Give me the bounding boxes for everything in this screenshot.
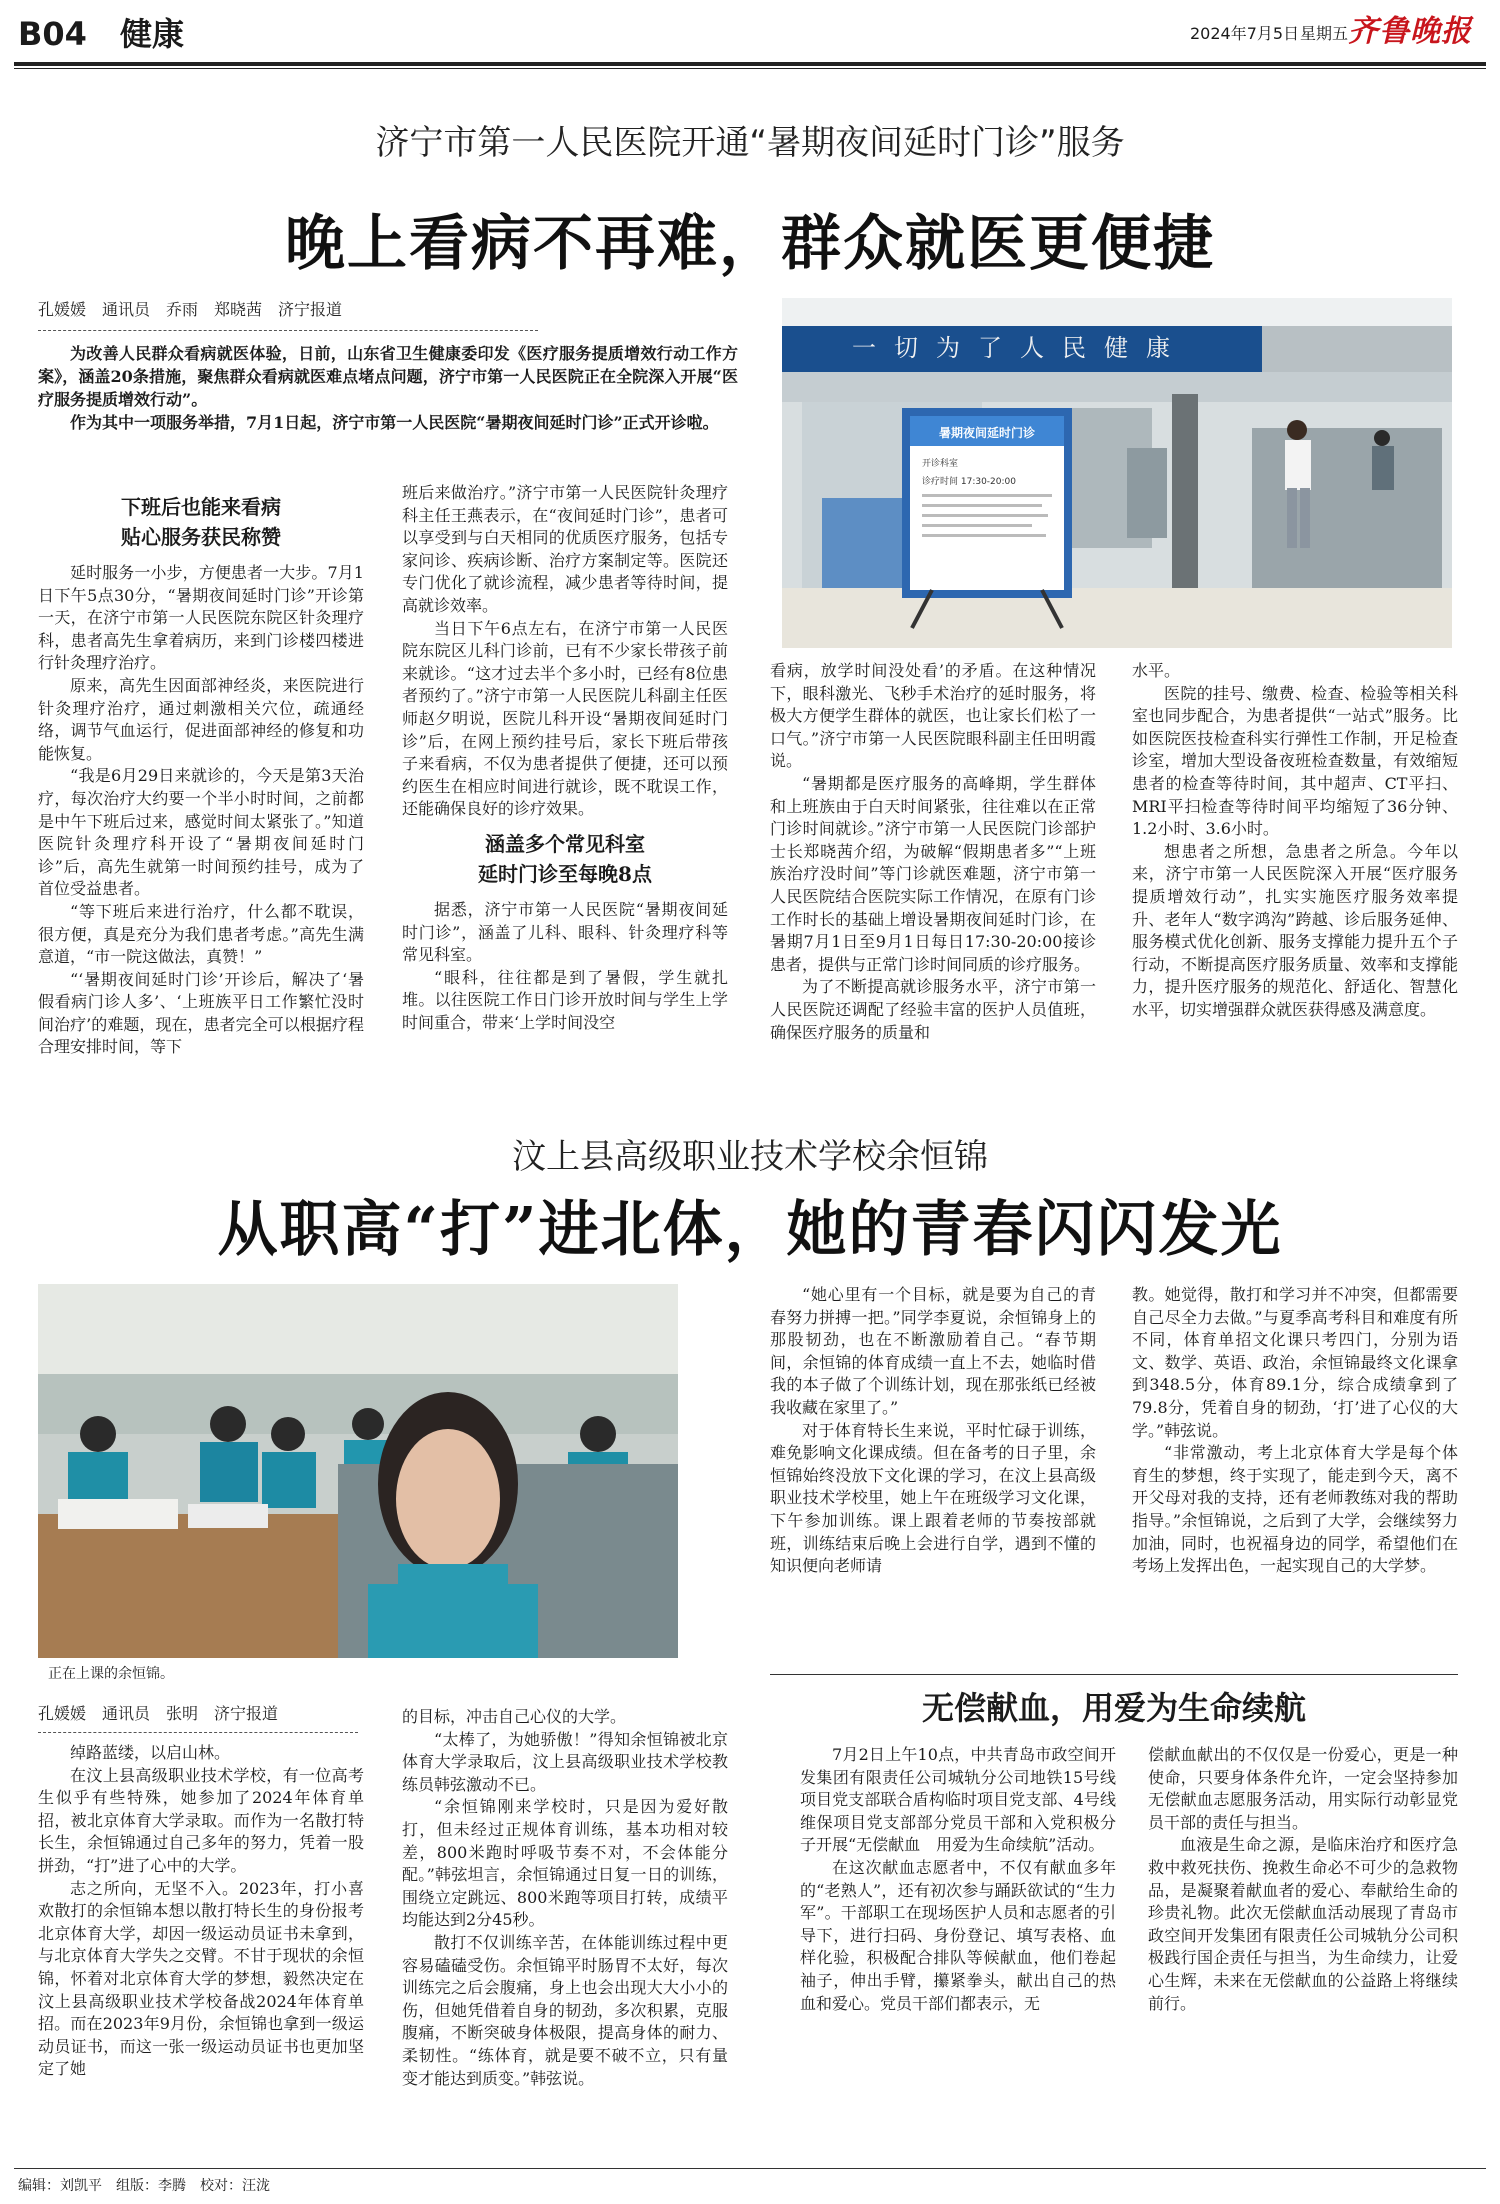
paragraph: “眼科，往往都是到了暑假，学生就扎堆。以往医院工作日门诊开放时间与学生上学时间重合，带来‘上学时间没空 bbox=[402, 967, 728, 1032]
subheading bbox=[38, 492, 364, 552]
footer-rule bbox=[14, 2168, 1486, 2169]
paragraph: 想患者之所想，急患者之所急。今年以来，济宁市第一人民医院深入开展“医疗服务提质增效行动”，扎实实施医疗服务效率提升、老年人“数字鸿沟”跨越、诊后服务延伸、服务模式优化创新、服务支撑能力提升五个子行动，不断提高医疗服务质量、效率和支撑能力，提升医疗服务的规范化、舒适化、智慧化水平，切实增强群众就医获得感及满意度。 bbox=[1132, 841, 1458, 1019]
paragraph: “余恒锦刚来学校时，只是因为爱好散打，但未经过正规体育训练，基本功相对较差，800米跑时呼吸节奏不对，不会体能分配。”韩弦坦言，余恒锦通过日复一日的训练，围绕立定跳远、800米跑等项目打转，成绩平均能达到2分45秒。 bbox=[402, 1797, 728, 1930]
page-code: B04 bbox=[18, 15, 87, 53]
article2-byline: 孔媛媛 通讯员 张明 济宁报道 bbox=[38, 1704, 279, 1723]
subheading-line: 延时门诊至每晚8点 bbox=[478, 861, 652, 886]
paragraph: 7月2日上午10点，中共青岛市政空间开发集团有限责任公司城轨分公司地铁15号线项目党支部联合盾构临时项目党支部、4号线维保项目党支部部分党员干部和入党积极分子开展“无偿献血 用爱为生命续航”活动。 bbox=[800, 1745, 1116, 1855]
sign-line: 诊疗时间 17:30-20:00 bbox=[922, 477, 1016, 487]
article3-column-2 bbox=[1148, 1744, 1458, 2156]
header-rule bbox=[14, 62, 1486, 66]
paragraph: 原来，高先生因面部神经炎，来医院进行针灸理疗治疗，通过刺激相关穴位，疏通经络，调节气血运行，促进面部神经的修复和功能恢复。 bbox=[38, 675, 364, 763]
article2-right-column-2 bbox=[1132, 1284, 1458, 1654]
paragraph: “等下班后来进行治疗，什么都不耽误，很方便，真是充分为我们患者考虑。”高先生满意道，“市一院这做法，真赞！” bbox=[38, 901, 364, 967]
paragraph: “她心里有一个目标，就是要为自己的青春努力拼搏一把。”同学李夏说，余恒锦身上的那股韧劲，也在不断激励着自己。“春节期间，余恒锦的体育成绩一直上不去，她临时借我的本子做了个训练计划，现在那张纸已经被我收藏在家里了。” bbox=[770, 1285, 1096, 1417]
paragraph: 教。她觉得，散打和学习并不冲突，但都需要自己尽全力去做。”与夏季高考科目和难度有所不同，体育单招文化课只考四门，分别为语文、数学、英语、政治，余恒锦最终文化课拿到348.5分，体育89.1分，综合成绩拿到了79.8分，凭着自身的韧劲，‘打’进了心仪的大学。”韩弦说。 bbox=[1132, 1285, 1458, 1440]
subheading-line: 贴心服务获民称赞 bbox=[121, 525, 281, 549]
hospital-banner-text: 一切为了人民健康 bbox=[852, 334, 1188, 362]
article1-column-1 bbox=[38, 484, 364, 1108]
paragraph: 据悉，济宁市第一人民医院“暑期夜间延时门诊”，涵盖了儿科、眼科、针灸理疗科等常见科室。 bbox=[402, 899, 728, 965]
byline-divider bbox=[38, 1732, 358, 1733]
paragraph: 血液是生命之源，是临床治疗和医疗急救中救死扶伤、挽救生命必不可少的急救物品，是凝聚着献血者的爱心、奉献给生命的珍贵礼物。此次无偿献血活动展现了青岛市政空间开发集团有限责任公司城轨分公司积极践行国企责任与担当，为生命续力，让爱心生辉，未来在无偿献血的公益路上将继续前行。 bbox=[1148, 1835, 1458, 2013]
paragraph: 班后来做治疗。”济宁市第一人民医院针灸理疗科主任王燕表示，在“夜间延时门诊”，患者可以享受到与白天相同的优质医疗服务，包括专家问诊、疾病诊断、治疗方案制定等。医院还专门优化了就诊流程，减少患者等待时间，提高就诊效率。 bbox=[402, 483, 728, 615]
lead-paragraph: 作为其中一项服务举措，7月1日起，济宁市第一人民医院“暑期夜间延时门诊”正式开诊啦。 bbox=[70, 413, 719, 432]
article1-column-4 bbox=[1132, 660, 1458, 1108]
paragraph: “‘暑期夜间延时门诊’开诊后，解决了‘暑假看病门诊人多’、‘上班族平日工作繁忙没时间治疗’的难题，现在，患者完全可以根据疗程合理安排时间，等下 bbox=[38, 969, 364, 1057]
paragraph: 志之所向，无坚不入。2023年，打小喜欢散打的余恒锦本想以散打特长生的身份报考北京体育大学，却因一级运动员证书未拿到，与北京体育大学失之交臂。不甘于现状的余恒锦，怀着对北京体育大学的梦想，毅然决定在汶上县高级职业技术学校备战2024年体育单招。而在2023年9月份，余恒锦也拿到一级运动员证书，而这一张一级运动员证书也更加坚定了她 bbox=[38, 1878, 364, 2079]
paragraph: 水平。 bbox=[1132, 661, 1181, 680]
editor-credits: 编辑：刘凯平 组版：李腾 校对：汪泷 bbox=[18, 2178, 270, 2194]
paragraph: 偿献血献出的不仅仅是一份爱心，更是一种使命，只要身体条件允许，一定会坚持参加无偿献血志愿服务活动，用实际行动彰显党员干部的责任与担当。 bbox=[1148, 1745, 1458, 1832]
article2-kicker: 汶上县高级职业技术学校余恒锦 bbox=[512, 1137, 988, 1177]
header-rule-thin bbox=[14, 68, 1486, 69]
issue-date: 2024年7月5日 bbox=[1190, 24, 1300, 43]
paragraph: 在这次献血志愿者中，不仅有献血多年的“老熟人”，还有初次参与踊跃欲试的“生力军”。干部职工在现场医护人员和志愿者的引导下，进行扫码、身份登记、填写表格、血样化验，积极配合排队等候献血，他们卷起袖子，伸出手臂，攥紧拳头，献出自己的热血和爱心。党员干部们都表示，无 bbox=[800, 1857, 1116, 2013]
article3-rule bbox=[770, 1674, 1458, 1675]
paragraph: 为了不断提高就诊服务水平，济宁市第一人民医院还调配了经验丰富的医护人员值班，确保医疗服务的质量和 bbox=[770, 977, 1096, 1042]
sign-line: 开诊科室 bbox=[922, 459, 959, 469]
paragraph: 对于体育特长生来说，平时忙碌于训练，难免影响文化课成绩。但在备考的日子里，余恒锦始终没放下文化课的学习，在汶上县高级职业技术学校里，她上午在班级学习文化课，下午参加训练。课上跟着老师的节奏按部就班，训练结束后晚上会进行自学，遇到不懂的知识便向老师请 bbox=[770, 1420, 1096, 1576]
photo-caption: 正在上课的余恒锦。 bbox=[48, 1666, 174, 1682]
article1-column-2 bbox=[402, 482, 728, 1108]
paragraph: “暑期都是医疗服务的高峰期，学生群体和上班族由于白天时间紧张，往往难以在正常门诊时间就诊。”济宁市第一人民医院门诊部护士长郑晓茜介绍，为破解“假期患者多”“上班族治疗没时间”等门诊就医难题，济宁市第一人民医院结合医院实际工作情况，在原有门诊工作时长的基础上增设暑期夜间延时门诊，在暑期7月1日至9月1日每日17:30-20:00接诊患者，提供与正常门诊时间同质的诊疗服务。 bbox=[770, 773, 1096, 974]
lead-paragraph: 为改善人民群众看病就医体验，日前，山东省卫生健康委印发《医疗服务提质增效行动工作方案》，涵盖20条措施，聚焦群众看病就医难点堵点问题，济宁市第一人民医院正在全院深入开展“医疗服务提质增效行动”。 bbox=[38, 344, 738, 409]
subheading-line: 下班后也能来看病 bbox=[121, 495, 281, 519]
article2-column-1 bbox=[38, 1742, 364, 2156]
section-name: 健康 bbox=[120, 15, 185, 53]
paragraph: 看病，放学时间没处看’的矛盾。在这种情况下，眼科激光、飞秒手术治疗的延时服务，将极大方便学生群体的就医，也让家长们松了一口气。”济宁市第一人民医院眼科副主任田明霞说。 bbox=[770, 661, 1096, 771]
article1-lead bbox=[38, 342, 738, 434]
paragraph: 绰路蓝缕，以启山林。 bbox=[70, 1743, 231, 1762]
paragraph: 在汶上县高级职业技术学校，有一位高考生似乎有些特殊，她参加了2024年体育单招，被北京体育大学录取。而作为一名散打特长生，余恒锦通过自己多年的努力，凭着一股拼劲，“打”进了心中的大学。 bbox=[38, 1765, 364, 1875]
paragraph: 延时服务一小步，方便患者一大步。7月1日下午5点30分，“暑期夜间延时门诊”开诊第一天，在济宁市第一人民医院东院区针灸理疗科，患者高先生拿着病历，来到门诊楼四楼进行针灸理疗治疗。 bbox=[38, 563, 364, 673]
article1-column-3 bbox=[770, 660, 1096, 1108]
hospital-photo bbox=[782, 298, 1452, 648]
sign-title: 暑期夜间延时门诊 bbox=[938, 426, 1036, 440]
paragraph: “我是6月29日来就诊的，今天是第3天治疗，每次治疗大约要一个半小时时间，之前都是中午下班后过来，感觉时间太紧张了。”知道医院针灸理疗科开设了“暑期夜间延时门诊”后，高先生就第一时间预约挂号，成为了首位受益患者。 bbox=[38, 766, 364, 899]
article2-column-2 bbox=[402, 1706, 728, 2156]
classroom-illustration bbox=[38, 1284, 678, 1658]
paragraph: 的目标，冲击自己心仪的大学。 bbox=[402, 1707, 627, 1726]
byline-divider bbox=[38, 330, 538, 331]
paragraph: 散打不仅训练辛苦，在体能训练过程中更容易磕磕受伤。余恒锦平时肠胃不太好，每次训练完之后会腹痛，身上也会出现大大小小的伤，但她凭借着自身的韧劲，多次积累，克服腹痛，不断突破身体极限，提高身体的耐力、柔韧性。“练体育，就是要不破不立，只有量变才能达到质变。”韩弦说。 bbox=[402, 1932, 728, 2088]
article2-headline: 从职高“打”进北体，她的青春闪闪发光 bbox=[217, 1195, 1283, 1265]
paragraph: 医院的挂号、缴费、检查、检验等相关科室也同步配合，为患者提供“一站式”服务。比如医院医技检查科实行弹性工作制，开足检查诊室，增加大型设备夜班检查数量，有效缩短患者的检查等待时间，其中超声、CT平扫、MRI平扫检查等待时间平均缩短了36分钟、1.2小时、3.6小时。 bbox=[1132, 683, 1458, 839]
article3-headline: 无偿献血，用爱为生命续航 bbox=[921, 1689, 1306, 1727]
subheading-line: 涵盖多个常见科室 bbox=[485, 831, 645, 856]
paragraph: 当日下午6点左右，在济宁市第一人民医院东院区儿科门诊前，已有不少家长带孩子前来就诊。“这才过去半个多小时，已经有8位患者预约了。”济宁市第一人民医院儿科副主任医师赵夕明说，医院儿科开设“暑期夜间延时门诊”后，在网上预约挂号后，家长下班后带孩子来看病，不仅为患者提供了便捷，还可以预约医生在相应时间进行就诊，既不耽误工作，还能确保良好的诊疗效果。 bbox=[402, 618, 728, 819]
newspaper-logo: 齐鲁晚报 bbox=[1348, 14, 1472, 49]
paragraph: “太棒了，为她骄傲！”得知余恒锦被北京体育大学录取后，汶上县高级职业技术学校教练员韩弦激动不已。 bbox=[402, 1729, 728, 1794]
issue-weekday: 星期五 bbox=[1300, 24, 1349, 43]
paragraph: “非常激动，考上北京体育大学是每个体育生的梦想，终于实现了，能走到今天，离不开父母对我的支持，还有老师教练对我的帮助指导。”余恒锦说，之后到了大学，会继续努力加油，同时，也祝福身边的同学，希望他们在考场上发挥出色，一起实现自己的大学梦。 bbox=[1132, 1443, 1458, 1576]
article2-right-column-1 bbox=[770, 1284, 1096, 1654]
article1-kicker: 济宁市第一人民医院开通“暑期夜间延时门诊”服务 bbox=[375, 123, 1125, 163]
article1-headline: 晚上看病不再难，群众就医更便捷 bbox=[285, 209, 1215, 279]
article3-column-1 bbox=[800, 1744, 1116, 2156]
subheading bbox=[402, 829, 728, 889]
article1-byline: 孔媛媛 通讯员 乔雨 郑晓茜 济宁报道 bbox=[38, 300, 343, 319]
hospital-hall-illustration bbox=[782, 298, 1452, 648]
student-photo bbox=[38, 1284, 678, 1658]
